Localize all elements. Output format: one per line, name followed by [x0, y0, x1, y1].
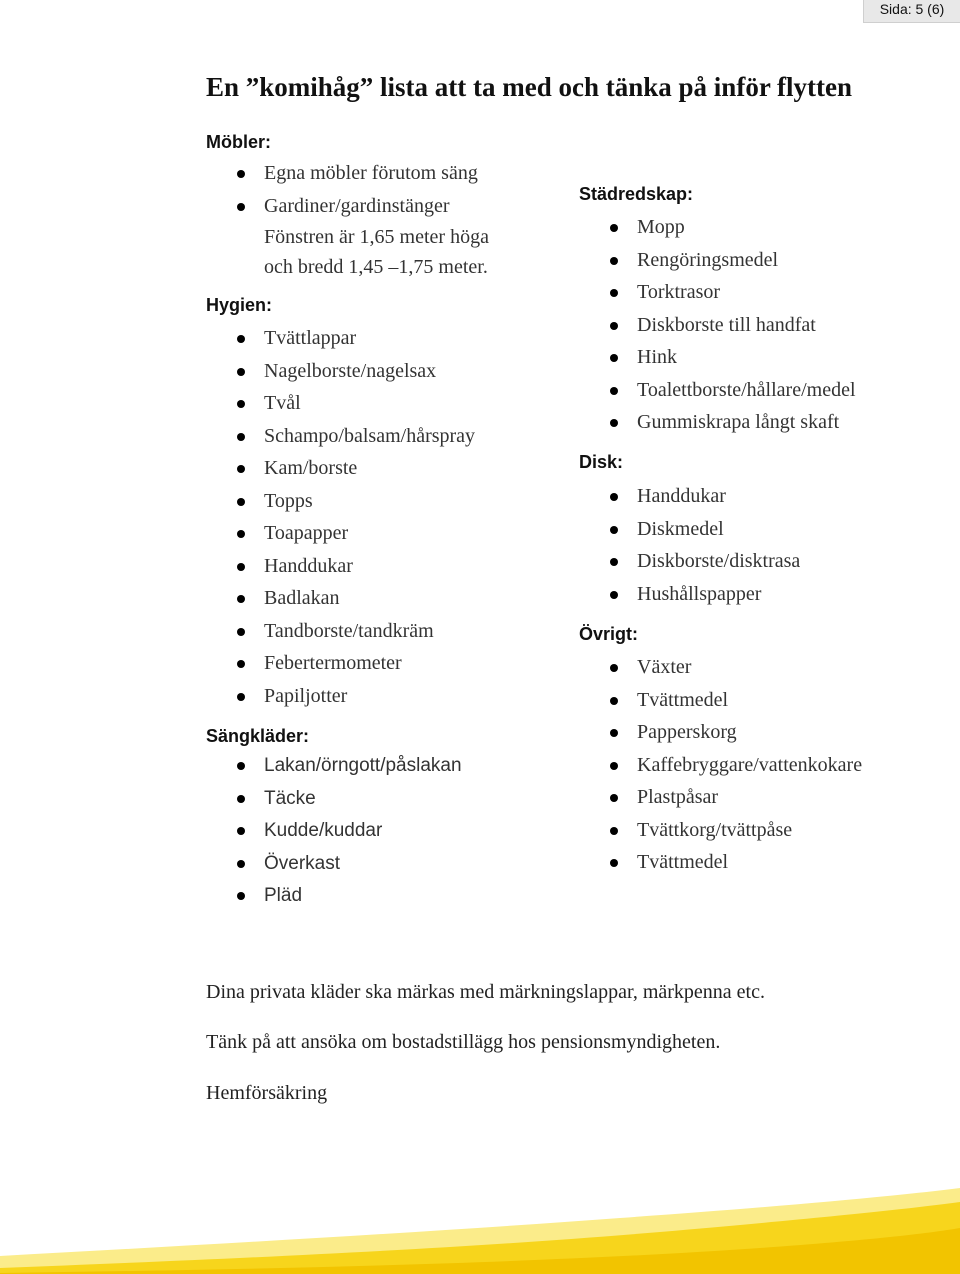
list-stadredskap — [579, 212, 856, 440]
bullet-icon — [237, 433, 245, 441]
list-disk — [579, 481, 800, 611]
section-ovrigt — [579, 622, 862, 880]
list-item: Pläd — [206, 880, 462, 913]
bullet-icon — [610, 697, 618, 705]
list-item: Tvättmedel — [579, 847, 862, 880]
bullet-icon — [610, 794, 618, 802]
list-hygien — [206, 323, 475, 713]
section-heading-ovrigt: Övrigt: — [579, 624, 639, 644]
bullet-icon — [237, 530, 245, 538]
bullet-icon — [237, 860, 245, 868]
note-marking: Dina privata kläder ska märkas med märkningslappar, märkpenna etc. — [206, 981, 765, 1003]
bullet-icon — [237, 892, 245, 900]
bullet-icon — [237, 335, 245, 343]
bullet-icon — [610, 354, 618, 362]
bullet-icon — [610, 224, 618, 232]
section-hygien — [206, 293, 475, 713]
bullet-icon — [237, 795, 245, 803]
list-item: Papperskorg — [579, 717, 862, 750]
footer-wave-decoration — [0, 1174, 960, 1274]
bullet-icon — [237, 170, 245, 178]
list-ovrigt — [579, 652, 862, 880]
bullet-icon — [610, 387, 618, 395]
list-item: Topps — [206, 486, 475, 519]
section-sangklader — [206, 724, 462, 913]
page-title: En ”komihåg” lista att ta med och tänka på inför flytten — [206, 72, 853, 102]
list-item: Kaffebryggare/vattenkokare — [579, 750, 862, 783]
list-mobler — [206, 158, 489, 282]
list-item: Egna möbler förutom säng — [206, 158, 489, 191]
list-item-continuation: Fönstren är 1,65 meter höga — [264, 226, 489, 248]
list-item: Schampo/balsam/hårspray — [206, 421, 475, 454]
bullet-icon — [237, 660, 245, 668]
list-item: Toalettborste/hållare/medel — [579, 375, 856, 408]
list-item: Handdukar — [206, 551, 475, 584]
list-item: Tvättkorg/tvättpåse — [579, 815, 862, 848]
bullet-icon — [237, 762, 245, 770]
list-item: Kam/borste — [206, 453, 475, 486]
list-item: Toapapper — [206, 518, 475, 551]
list-item: Papiljotter — [206, 681, 475, 714]
list-item: Diskborste/disktrasa — [579, 546, 800, 579]
list-item: Gardiner/gardinstänger — [206, 191, 489, 223]
list-item: Gummiskrapa långt skaft — [579, 407, 856, 440]
bullet-icon — [237, 595, 245, 603]
bullet-icon — [237, 498, 245, 506]
bullet-icon — [610, 729, 618, 737]
bullet-icon — [237, 693, 245, 701]
list-item: Tvättmedel — [579, 685, 862, 718]
section-mobler — [206, 130, 489, 282]
section-heading-sangklader: Sängkläder: — [206, 726, 310, 746]
bullet-icon — [610, 493, 618, 501]
list-item: Täcke — [206, 783, 462, 816]
bullet-icon — [237, 368, 245, 376]
list-item: Handdukar — [579, 481, 800, 514]
bullet-icon — [237, 827, 245, 835]
list-item: Tandborste/tandkräm — [206, 616, 475, 649]
list-item: Torktrasor — [579, 277, 856, 310]
bullet-icon — [237, 563, 245, 571]
bullet-icon — [237, 400, 245, 408]
bullet-icon — [610, 289, 618, 297]
bullet-icon — [237, 465, 245, 473]
section-stadredskap — [579, 182, 856, 440]
section-heading-hygien: Hygien: — [206, 295, 273, 315]
bullet-icon — [610, 419, 618, 427]
section-heading-stadredskap: Städredskap: — [579, 184, 694, 204]
note-housing-allowance: Tänk på att ansöka om bostadstillägg hos pensionsmyndigheten. — [206, 1031, 721, 1053]
bullet-icon — [237, 628, 245, 636]
list-item: Överkast — [206, 848, 462, 881]
list-item: Febertermometer — [206, 648, 475, 681]
bullet-icon — [237, 203, 245, 211]
list-sangklader — [206, 750, 462, 913]
section-heading-disk: Disk: — [579, 452, 624, 472]
section-disk — [579, 450, 800, 611]
page-number: Sida: 5 (6) — [863, 0, 960, 23]
list-item-continuation: och bredd 1,45 –1,75 meter. — [264, 256, 488, 278]
bullet-icon — [610, 827, 618, 835]
bullet-icon — [610, 591, 618, 599]
list-item: Växter — [579, 652, 862, 685]
list-item: Diskborste till handfat — [579, 310, 856, 343]
bullet-icon — [610, 257, 618, 265]
list-item: Badlakan — [206, 583, 475, 616]
list-item: Lakan/örngott/påslakan — [206, 750, 462, 783]
list-item: Hink — [579, 342, 856, 375]
list-item: Mopp — [579, 212, 856, 245]
bullet-icon — [610, 558, 618, 566]
section-heading-mobler: Möbler: — [206, 132, 271, 152]
bullet-icon — [610, 322, 618, 330]
list-item: Plastpåsar — [579, 782, 862, 815]
list-item: Hushållspapper — [579, 579, 800, 612]
list-item: Kudde/kuddar — [206, 815, 462, 848]
list-item: Nagelborste/nagelsax — [206, 356, 475, 389]
bullet-icon — [610, 762, 618, 770]
list-item: Diskmedel — [579, 514, 800, 547]
list-item: Rengöringsmedel — [579, 245, 856, 278]
bullet-icon — [610, 526, 618, 534]
list-item: Tvättlappar — [206, 323, 475, 356]
list-item: Tvål — [206, 388, 475, 421]
bullet-icon — [610, 859, 618, 867]
bullet-icon — [610, 664, 618, 672]
note-insurance: Hemförsäkring — [206, 1082, 328, 1104]
